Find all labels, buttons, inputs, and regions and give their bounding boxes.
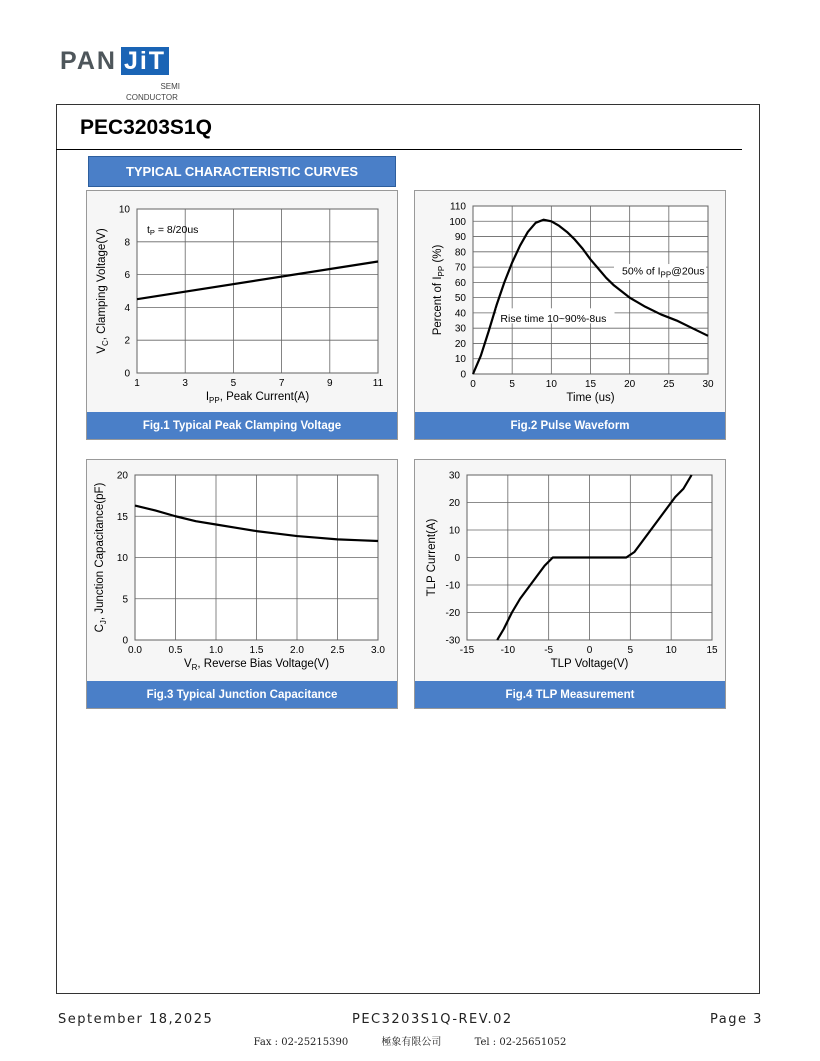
fig3-caption: Fig.3 Typical Junction Capacitance <box>87 681 397 708</box>
footer-contact <box>0 1033 820 1048</box>
footer-page: Page 3 <box>710 1012 763 1027</box>
x-tick-label: 5 <box>509 379 515 390</box>
title-divider <box>56 149 742 150</box>
x-tick-label: 10 <box>665 645 677 656</box>
x-tick-label: 2.5 <box>330 645 345 656</box>
x-axis-label: Time (us) <box>566 392 615 404</box>
section-banner: TYPICAL CHARACTERISTIC CURVES <box>88 156 396 187</box>
x-tick-label: 30 <box>702 379 714 390</box>
x-tick-label: 0 <box>586 645 593 656</box>
panjit-logo <box>60 47 180 102</box>
x-tick-label: 10 <box>545 379 557 390</box>
x-tick-label: 15 <box>706 645 718 656</box>
footer-tel: Tel : 02-25651052 <box>474 1037 567 1048</box>
figure-3-panel <box>86 459 398 709</box>
footer-fax: Fax : 02-25215390 <box>253 1037 349 1048</box>
footer-revision: PEC3203S1Q-REV.02 <box>352 1012 513 1027</box>
x-tick-label: 9 <box>327 378 333 389</box>
tp-annotation: tP = 8/20us <box>147 224 199 237</box>
fig2-chart <box>415 191 727 441</box>
x-axis-label: $I_{PP}$, Peak Current(A) <box>205 391 310 405</box>
y-tick-label: 4 <box>124 302 130 314</box>
x-tick-label: 11 <box>372 378 384 389</box>
logo-jit-text: JiT <box>121 47 169 75</box>
footer-company: 極象有限公司 <box>381 1037 442 1048</box>
y-tick-label: 10 <box>116 553 128 564</box>
y-tick-label: 70 <box>454 262 466 274</box>
x-tick-label: 7 <box>278 378 285 389</box>
x-tick-label: 1 <box>134 378 140 389</box>
x-tick-label: -15 <box>459 645 475 656</box>
logo-semi-text: SEMI <box>160 82 180 91</box>
fig2-caption: Fig.2 Pulse Waveform <box>415 412 725 439</box>
x-tick-label: 20 <box>624 379 636 390</box>
x-tick-label: 2.0 <box>290 645 304 656</box>
y-tick-label: 20 <box>454 338 466 350</box>
y-tick-label: 0 <box>460 369 466 381</box>
x-tick-label: 0.0 <box>128 645 142 656</box>
y-tick-label: 6 <box>124 270 130 282</box>
y-axis-label: $V_C$, Clamping Voltage(V) <box>96 228 110 354</box>
figure-2-panel <box>414 190 726 440</box>
y-tick-label: 40 <box>454 308 466 320</box>
page-title: PEC3203S1Q <box>80 116 212 139</box>
y-axis-label: $C_J$, Junction Capacitance(pF) <box>94 482 108 633</box>
figure-1-panel <box>86 190 398 440</box>
figure-4-panel <box>414 459 726 709</box>
y-tick-label: -30 <box>445 635 460 647</box>
y-tick-label: 0 <box>122 635 128 647</box>
y-tick-label: 110 <box>450 201 466 213</box>
logo-pan-text: PAN <box>60 47 117 75</box>
y-tick-label: 50 <box>454 293 466 305</box>
logo-conductor-text: CONDUCTOR <box>126 93 178 102</box>
y-tick-label: 2 <box>124 335 130 347</box>
y-tick-label: 30 <box>448 470 460 482</box>
x-tick-label: 25 <box>663 379 675 390</box>
y-tick-label: 20 <box>448 498 460 509</box>
y-tick-label: 0 <box>124 368 130 380</box>
y-tick-label: 8 <box>124 237 130 249</box>
fig1-chart <box>87 191 399 441</box>
x-tick-label: 1.5 <box>249 645 264 656</box>
half-peak-annotation: 50% of $I_{PP}@20us$ <box>622 265 705 280</box>
y-axis-label: Percent of $I_{PP}$ (%) <box>432 244 446 336</box>
fig3-chart <box>87 460 399 710</box>
y-tick-label: 80 <box>454 247 466 259</box>
y-tick-label: 5 <box>122 594 128 606</box>
y-tick-label: -20 <box>445 608 460 619</box>
y-tick-label: 60 <box>454 277 466 289</box>
y-tick-label: 20 <box>116 470 128 482</box>
x-tick-label: 3.0 <box>371 645 385 656</box>
y-tick-label: 0 <box>454 553 460 564</box>
x-tick-label: -5 <box>544 645 554 656</box>
x-tick-label: 5 <box>627 645 634 656</box>
y-tick-label: 10 <box>448 525 460 537</box>
x-tick-label: 0.5 <box>168 645 183 656</box>
x-tick-label: 0 <box>470 379 476 390</box>
y-axis-label: TLP Current(A) <box>426 518 438 597</box>
fig4-caption: Fig.4 TLP Measurement <box>415 681 725 708</box>
fig1-caption: Fig.1 Typical Peak Clamping Voltage <box>87 412 397 439</box>
x-tick-label: 5 <box>230 378 237 389</box>
y-tick-label: 15 <box>116 511 128 523</box>
x-tick-label: -10 <box>500 645 516 656</box>
x-tick-label: 3 <box>182 378 188 389</box>
y-tick-label: -10 <box>445 580 460 592</box>
x-tick-label: 1.0 <box>209 645 223 656</box>
footer-date: September 18,2025 <box>58 1012 214 1027</box>
y-tick-label: 30 <box>454 323 466 335</box>
y-tick-label: 90 <box>454 232 466 244</box>
rise-time-annotation: Rise time 10~90%-8us <box>500 313 607 326</box>
y-tick-label: 10 <box>118 204 130 216</box>
fig4-chart <box>415 460 727 710</box>
x-axis-label: $V_R$, Reverse Bias Voltage(V) <box>183 658 330 672</box>
x-axis-label: TLP Voltage(V) <box>550 658 629 670</box>
y-tick-label: 100 <box>449 216 466 228</box>
y-tick-label: 10 <box>454 354 466 366</box>
x-tick-label: 15 <box>584 379 597 390</box>
